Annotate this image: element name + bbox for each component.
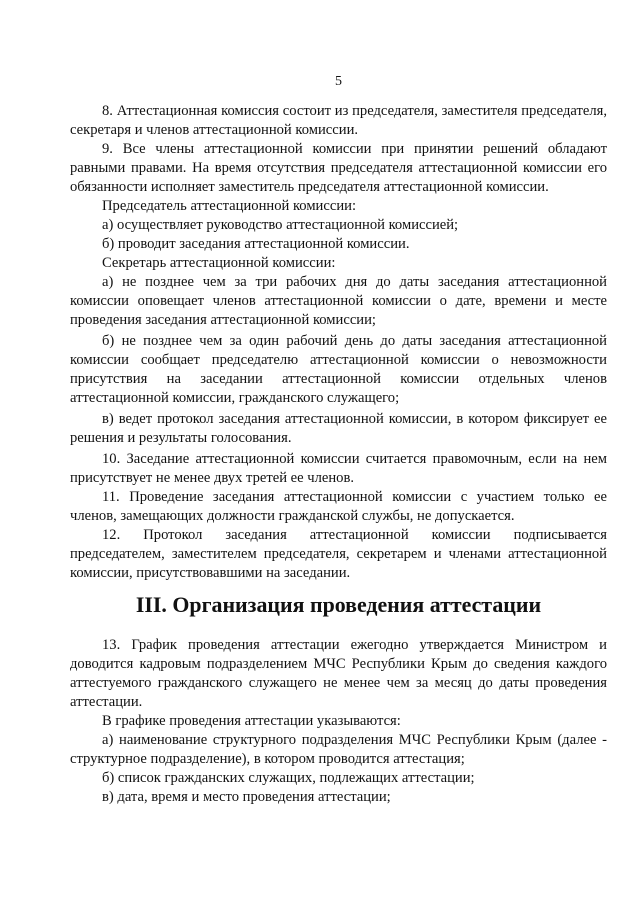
paragraph-9: 9. Все члены аттестационной комиссии при принятии решений обладают равными правами. На время отсутствия председателя аттестационной комиссии его обязанности исполняет заместитель председателя аттестационной комиссии. bbox=[70, 141, 607, 195]
paragraph-12: 12. Протокол заседания аттестационной комиссии подписывается председателем, заместителем председателя, секретарем и членами аттестационной комиссии, присутствовавшими на заседании. bbox=[70, 527, 607, 581]
chairman-duty-b: б) проводит заседания аттестационной комиссии. bbox=[102, 236, 410, 252]
chairman-duty-a: а) осуществляет руководство аттестационной комиссией; bbox=[102, 217, 459, 233]
schedule-item-b: б) список гражданских служащих, подлежащих аттестации; bbox=[102, 770, 475, 786]
page-number: 5 bbox=[335, 74, 342, 89]
section-heading: III. Организация проведения аттестации bbox=[135, 592, 542, 617]
secretary-duty-c: в) ведет протокол заседания аттестационной комиссии, в котором фиксирует ее решения и результаты голосования. bbox=[70, 411, 607, 446]
secretary-duties-intro: Секретарь аттестационной комиссии: bbox=[102, 255, 336, 271]
schedule-contents-intro: В графике проведения аттестации указываются: bbox=[102, 713, 401, 729]
regulation-block-organization bbox=[70, 636, 607, 807]
paragraph-10: 10. Заседание аттестационной комиссии считается правомочным, если на нем присутствует не менее двух третей ее членов. bbox=[70, 451, 607, 486]
paragraph-13: 13. График проведения аттестации ежегодно утверждается Министром и доводится кадровым подразделением МЧС Республики Крым до сведения каждого аттестуемого гражданского служащего не менее чем за месяц до даты проведения аттестации. bbox=[70, 637, 607, 710]
paragraph-11: 11. Проведение заседания аттестационной комиссии с участием только ее членов, замещающих должности гражданской службы, не допускается. bbox=[70, 489, 607, 524]
paragraph-8: 8. Аттестационная комиссия состоит из председателя, заместителя председателя, секретаря и членов аттестационной комиссии. bbox=[70, 103, 607, 138]
regulation-block-commission bbox=[70, 102, 607, 583]
schedule-item-a: а) наименование структурного подразделения МЧС Республики Крым (далее - структурное подразделение), в котором проводится аттестация; bbox=[70, 732, 607, 767]
secretary-duty-a: а) не позднее чем за три рабочих дня до даты заседания аттестационной комиссии оповещает членов аттестационной комиссии о дате, времени и месте проведения заседания аттестационной комиссии; bbox=[70, 274, 607, 328]
secretary-duty-b: б) не позднее чем за один рабочий день до даты заседания аттестационной комиссии сообщает председателю аттестационной комиссии о невозможности присутствия на заседании аттестационной комиссии отдельных членов аттестационной комиссии, гражданского служащего; bbox=[70, 333, 607, 406]
chairman-duties-intro: Председатель аттестационной комиссии: bbox=[102, 198, 356, 214]
schedule-item-c: в) дата, время и место проведения аттестации; bbox=[102, 789, 391, 805]
